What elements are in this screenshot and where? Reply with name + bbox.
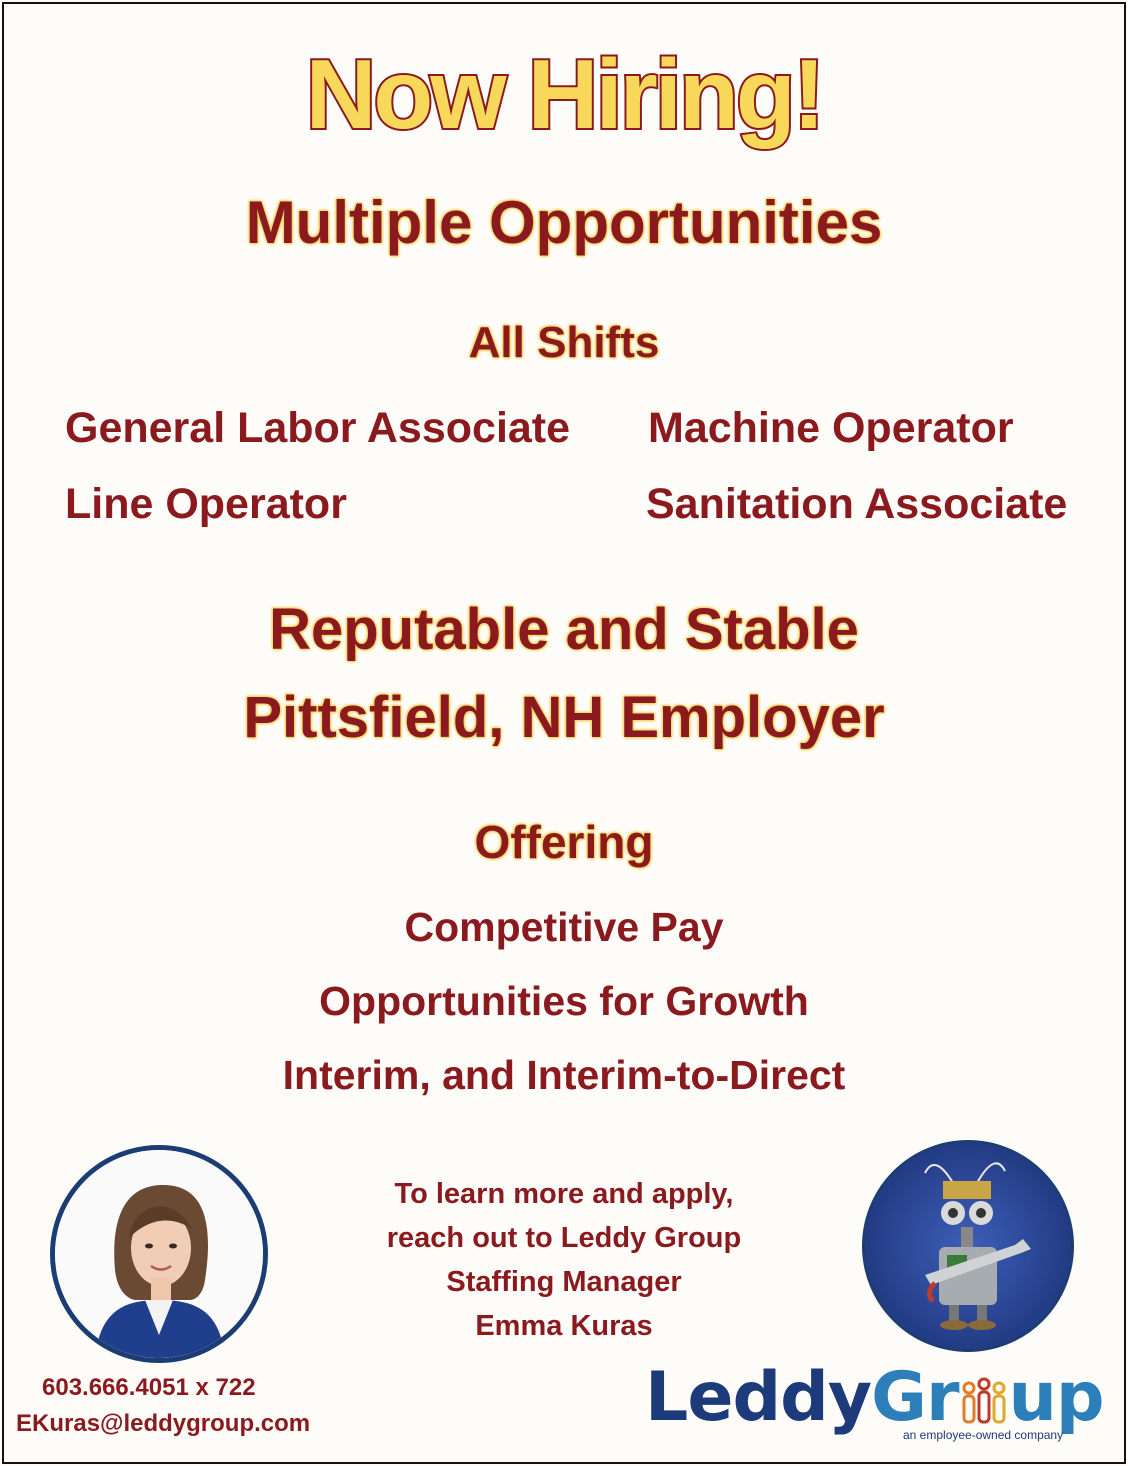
people-icon [959, 1362, 1009, 1434]
job-title: Line Operator [65, 480, 347, 528]
portrait-illustration [55, 1150, 263, 1358]
subheadline: Multiple Opportunities [245, 189, 883, 256]
benefit-item: Opportunities for Growth [319, 978, 809, 1024]
leddy-group-logo [645, 1358, 1105, 1452]
contact-email: EKuras@leddygroup.com [16, 1410, 311, 1437]
contact-name: Emma Kuras [475, 1310, 653, 1342]
logo-tagline: an employee-owned company [903, 1428, 1064, 1442]
job-title: Machine Operator [648, 404, 1014, 452]
offering-heading: Offering [474, 816, 654, 868]
contact-phone: 603.666.4051 x 722 [42, 1374, 256, 1401]
logo-wordmark: LeddyGr up [645, 1358, 1104, 1437]
staffing-manager-photo [50, 1145, 268, 1363]
employer-line-2: Pittsfield, NH Employer [243, 685, 885, 750]
employer-line-1: Reputable and Stable [269, 597, 859, 662]
benefit-item: Interim, and Interim-to-Direct [282, 1052, 846, 1098]
contact-line: Staffing Manager [446, 1266, 682, 1298]
contact-line: reach out to Leddy Group [386, 1222, 742, 1254]
shifts-heading: All Shifts [468, 318, 660, 367]
robot-photo [862, 1140, 1074, 1352]
contact-line: To learn more and apply, [394, 1178, 734, 1210]
job-title: Sanitation Associate [646, 480, 1068, 528]
benefit-item: Competitive Pay [404, 904, 724, 950]
headline: Now Hiring! [305, 39, 823, 149]
job-title: General Labor Associate [65, 404, 571, 452]
robot-illustration [865, 1143, 1071, 1349]
